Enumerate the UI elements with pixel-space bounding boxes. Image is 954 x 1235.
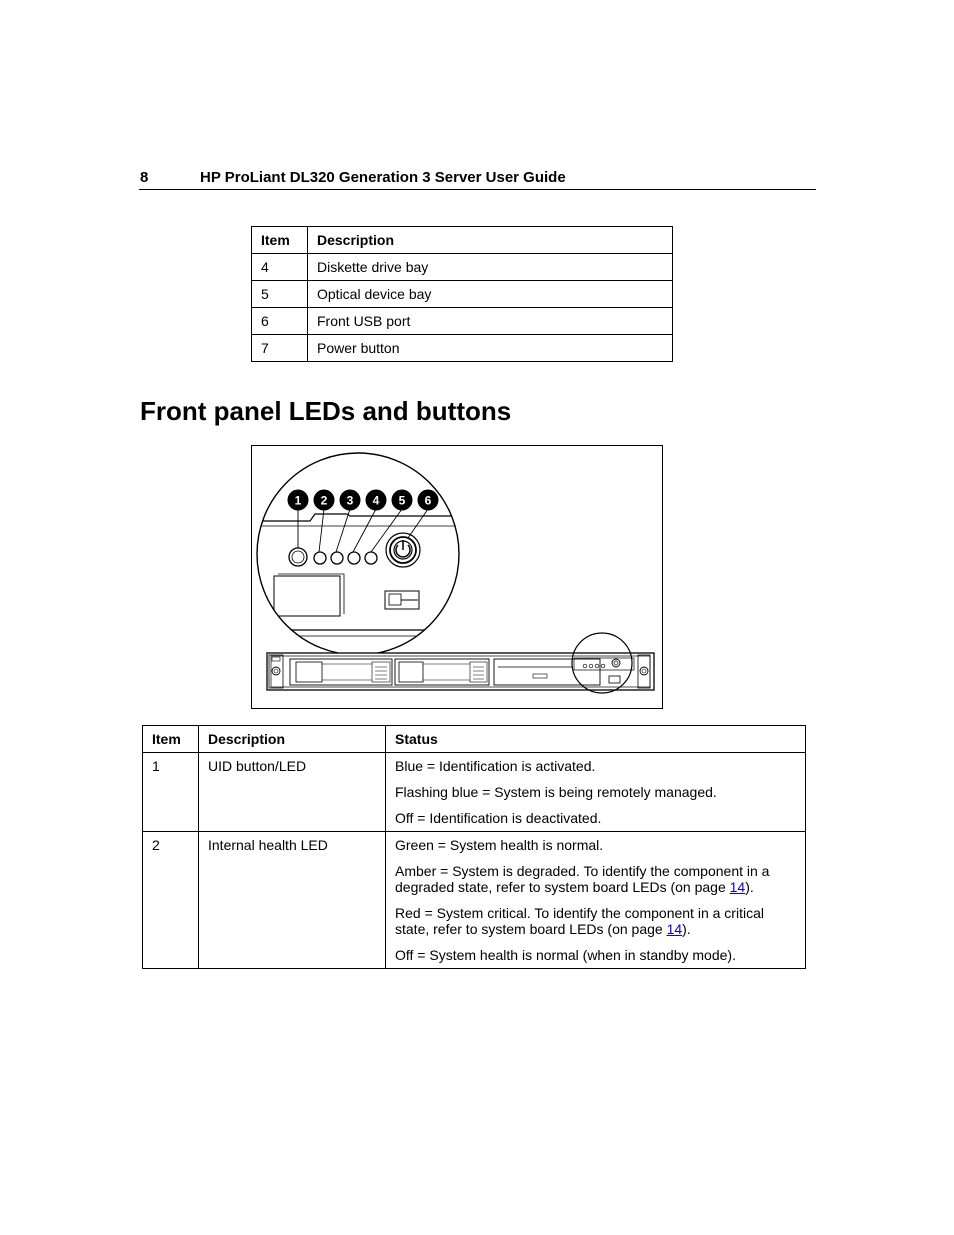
callout-number: 5: [398, 493, 406, 508]
led-icon: [314, 552, 326, 564]
description-cell: Power button: [308, 335, 673, 362]
callout-number: 4: [372, 493, 380, 508]
callout-5: [392, 490, 412, 510]
uid-button-icon: [289, 548, 307, 566]
description-cell: Diskette drive bay: [308, 254, 673, 281]
page-link[interactable]: 14: [666, 921, 683, 937]
column-header-status: Status: [386, 726, 806, 753]
led-icon: [365, 552, 377, 564]
description-cell: UID button/LED: [199, 753, 386, 832]
callout-3: [340, 490, 360, 510]
section-title: Front panel LEDs and buttons: [140, 396, 512, 426]
item-cell: 6: [252, 308, 308, 335]
description-cell: Internal health LED: [199, 832, 386, 969]
table-row: [143, 753, 806, 832]
items-table: [251, 226, 673, 362]
led-icon: [348, 552, 360, 564]
column-header-item: Item: [252, 227, 308, 254]
page-header: [139, 168, 816, 190]
callout-number: 1: [294, 493, 302, 508]
page-number: 8: [140, 169, 149, 186]
item-cell: 7: [252, 335, 308, 362]
status-line: Green = System health is normal.: [395, 837, 604, 853]
callout-6: [418, 490, 438, 510]
callout-1: [288, 490, 308, 510]
callout-number: 6: [424, 493, 432, 508]
column-header-description: Description: [199, 726, 386, 753]
table-row: [252, 308, 673, 335]
table-header-row: [252, 227, 673, 254]
status-line: [395, 863, 796, 895]
status-text-suffix: ).: [682, 921, 691, 937]
status-cell: [386, 832, 806, 969]
item-cell: 1: [143, 753, 199, 832]
status-line: Flashing blue = System is being remotely managed.: [395, 784, 717, 800]
table-header-row: [143, 726, 806, 753]
table-row: [252, 281, 673, 308]
status-line: Off = System health is normal (when in standby mode).: [395, 947, 736, 963]
document-title: HP ProLiant DL320 Generation 3 Server User Guide: [200, 169, 566, 186]
leds-buttons-table: [142, 725, 806, 969]
callout-number: 3: [346, 493, 354, 508]
description-cell: Front USB port: [308, 308, 673, 335]
front-panel-figure: [251, 445, 663, 709]
status-text: Amber = System is degraded. To identify the component in a degraded state, refer to system board LEDs (on page: [395, 863, 770, 895]
power-button-icon: [386, 533, 420, 567]
led-icon: [331, 552, 343, 564]
status-cell: [386, 753, 806, 832]
status-text-suffix: ).: [745, 879, 754, 895]
item-cell: 4: [252, 254, 308, 281]
status-line: [395, 905, 796, 937]
front-panel-illustration: [252, 446, 662, 708]
item-cell: 5: [252, 281, 308, 308]
item-cell: 2: [143, 832, 199, 969]
server-chassis: [267, 653, 654, 690]
table-row: [252, 335, 673, 362]
status-line: Off = Identification is deactivated.: [395, 810, 602, 826]
status-text: Red = System critical. To identify the component in a critical state, refer to system board LEDs (on page: [395, 905, 764, 937]
table-row: [252, 254, 673, 281]
callout-2: [314, 490, 334, 510]
description-cell: Optical device bay: [308, 281, 673, 308]
callout-4: [366, 490, 386, 510]
column-header-description: Description: [308, 227, 673, 254]
page-link[interactable]: 14: [729, 879, 746, 895]
column-header-item: Item: [143, 726, 199, 753]
status-line: Blue = Identification is activated.: [395, 758, 596, 774]
table-row: [143, 832, 806, 969]
callout-number: 2: [320, 493, 328, 508]
